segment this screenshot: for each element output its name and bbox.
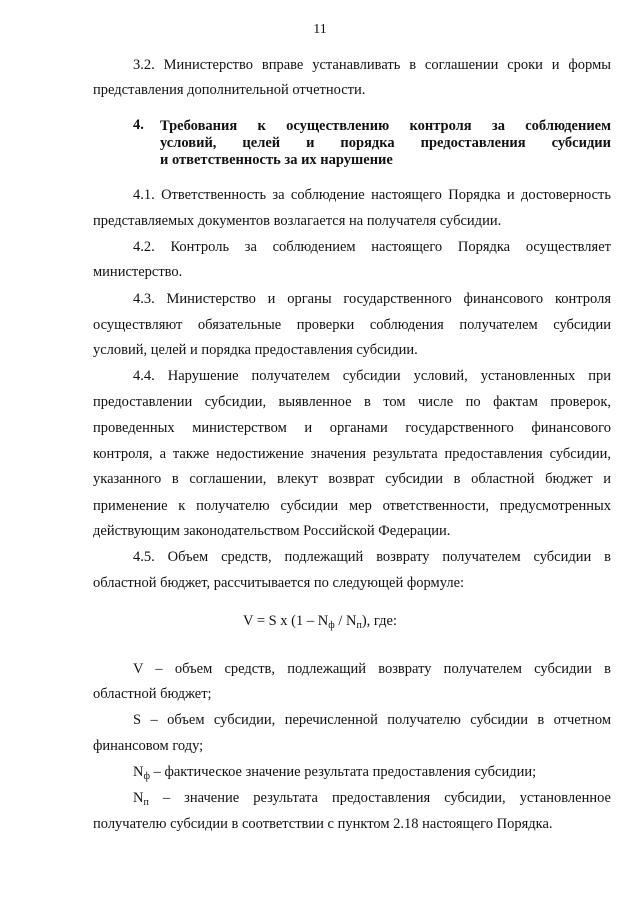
formula-lhs: V = S x (1 – N: [242, 613, 329, 629]
section-title-line-2: условий, целей и порядка предоставления субсидии: [160, 135, 611, 151]
formula-mid: / N: [334, 613, 357, 629]
paragraph-4-4-line-6: применение к получателю субсидии мер ответственности, предусмотренных: [93, 498, 611, 514]
formula-rhs: ), где:: [361, 613, 397, 629]
definition-np-subscript: п: [143, 797, 149, 808]
paragraph-4-4-line-1: 4.4. Нарушение получателем субсидии условий, установленных при: [133, 368, 611, 384]
formula: [0, 612, 640, 635]
paragraph-4-4-line-7: действующим законодательством Российской Федерации.: [93, 523, 451, 539]
section-number: 4.: [133, 117, 144, 133]
paragraph-4-4-line-4: контроля, а также недостижение значения результата предоставления субсидии,: [93, 446, 611, 462]
paragraph-4-1-line-2: представляемых документов возлагается на получателя субсидии.: [93, 213, 502, 229]
paragraph-4-3-line-3: условий, целей и порядка предоставления субсидии.: [93, 342, 418, 358]
definition-v-line-2: областной бюджет;: [93, 686, 212, 702]
paragraph-4-2-line-1: 4.2. Контроль за соблюдением настоящего Порядка осуществляет: [133, 239, 611, 255]
paragraph-4-3-line-2: осуществляют обязательные проверки соблюдения получателем субсидии: [93, 317, 611, 333]
paragraph-4-1-line-1: 4.1. Ответственность за соблюдение настоящего Порядка и достоверность: [133, 187, 611, 203]
section-title-line-3: и ответственность за их нарушение: [160, 152, 393, 168]
paragraph-3-2-line-2: представления дополнительной отчетности.: [93, 82, 366, 98]
definition-nf: [133, 763, 611, 786]
paragraph-4-5-line-1: 4.5. Объем средств, подлежащий возврату получателем субсидии в: [133, 549, 611, 565]
paragraph-4-5-line-2: областной бюджет, рассчитывается по следующей формуле:: [93, 575, 465, 591]
paragraph-4-4-line-3: проведенных министерством и органами государственного финансового: [93, 420, 611, 436]
paragraph-4-4-line-2: предоставлении субсидии, выявленное в том числе по фактам проверок,: [93, 394, 611, 410]
formula-subscript-f: ф: [328, 620, 335, 631]
paragraph-4-3-line-1: 4.3. Министерство и органы государственного финансового контроля: [133, 291, 611, 307]
definition-v-line-1: V – объем средств, подлежащий возврату получателем субсидии в: [133, 661, 611, 677]
definition-s-line-1: S – объем субсидии, перечисленной получателю субсидии в отчетном: [133, 712, 611, 728]
definition-np-line-2: получателю субсидии в соответствии с пунктом 2.18 настоящего Порядка.: [93, 816, 553, 832]
definition-np-line-1: [133, 789, 611, 812]
section-title-line-1: Требования к осуществлению контроля за соблюдением: [160, 118, 611, 134]
paragraph-4-4-line-5: указанного в соглашении, влекут возврат субсидии в областной бюджет и: [93, 471, 611, 487]
page-number: 11: [313, 22, 327, 37]
paragraph-3-2-line-1: 3.2. Министерство вправе устанавливать в соглашении сроки и формы: [133, 57, 611, 73]
definition-np-text: – значение результата предоставления субсидии, установленное: [148, 790, 611, 806]
paragraph-4-2-line-2: министерство.: [93, 264, 183, 280]
definition-nf-symbol: N: [133, 764, 144, 780]
definition-nf-subscript: ф: [143, 771, 150, 782]
definition-np-symbol: N: [133, 790, 144, 806]
formula-subscript-p: п: [356, 620, 362, 631]
definition-s-line-2: финансовом году;: [93, 738, 204, 754]
definition-nf-text: – фактическое значение результата предоставления субсидии;: [149, 764, 537, 780]
